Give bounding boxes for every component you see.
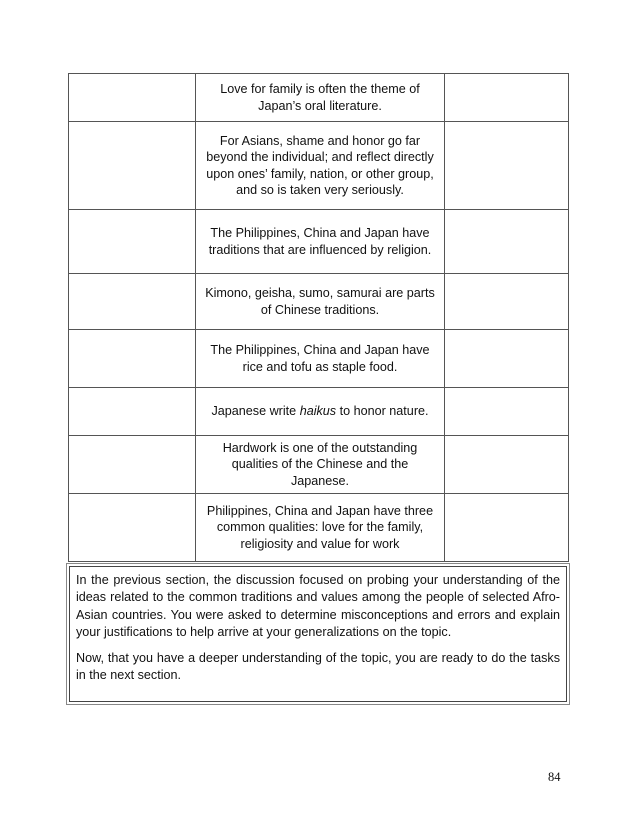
table-row xyxy=(69,74,569,122)
answer-cell-left xyxy=(69,122,196,210)
statement-text: Kimono, geisha, sumo, samurai are parts of Chinese traditions. xyxy=(205,286,435,317)
statement-cell xyxy=(196,388,445,436)
answer-cell-left xyxy=(69,330,196,388)
table-row xyxy=(69,388,569,436)
answer-cell-left xyxy=(69,74,196,122)
answer-cell-left xyxy=(69,436,196,494)
page-number: 84 xyxy=(548,770,561,784)
table-row xyxy=(69,274,569,330)
answer-cell-right xyxy=(445,74,569,122)
answer-cell-left xyxy=(69,210,196,274)
statement-text: to honor nature. xyxy=(336,404,429,419)
answer-cell-left xyxy=(69,388,196,436)
statement-emphasis: haikus xyxy=(299,404,337,419)
answer-cell-right xyxy=(445,274,569,330)
statement-cell xyxy=(196,494,445,562)
summary-paragraph-2: Now, that you have a deeper understanding of the topic, you are ready to do the tasks in the next section. xyxy=(76,651,560,683)
statement-cell xyxy=(196,210,445,274)
table-row xyxy=(69,436,569,494)
statement-cell xyxy=(196,436,445,494)
statements-table-body xyxy=(69,74,569,562)
statement-text: Japanese write xyxy=(211,404,300,419)
answer-cell-right xyxy=(445,436,569,494)
table-row xyxy=(69,122,569,210)
answer-cell-right xyxy=(445,210,569,274)
statement-text: Philippines, China and Japan have three common qualities: love for the family, religiosity and value for work xyxy=(206,503,434,551)
answer-cell-right xyxy=(445,388,569,436)
statement-cell xyxy=(196,122,445,210)
summary-box xyxy=(69,566,567,702)
table-row xyxy=(69,494,569,562)
answer-cell-right xyxy=(445,122,569,210)
statement-text: The Philippines, China and Japan have traditions that are influenced by religion. xyxy=(208,226,432,257)
statement-text: Love for family is often the theme of Japan’s oral literature. xyxy=(220,82,420,113)
statement-text: Hardwork is one of the outstanding qualities of the Chinese and the Japanese. xyxy=(222,440,418,488)
statement-cell xyxy=(196,274,445,330)
answer-cell-right xyxy=(445,330,569,388)
answer-cell-left xyxy=(69,494,196,562)
answer-cell-left xyxy=(69,274,196,330)
answer-cell-right xyxy=(445,494,569,562)
table-row xyxy=(69,330,569,388)
statement-text: For Asians, shame and honor go far beyond the individual; and reflect directly upon ones’ family, nation, or other group, and so is taken very seriously. xyxy=(206,133,434,197)
statement-text: The Philippines, China and Japan have rice and tofu as staple food. xyxy=(210,343,430,374)
statement-cell xyxy=(196,74,445,122)
statement-cell xyxy=(196,330,445,388)
summary-paragraph-1: In the previous section, the discussion focused on probing your understanding of the ideas related to the common traditions and values among the people of selected Afro-Asian countries. You were asked to determine misconceptions and errors and explain your justifications to help arrive at your generalizations on the topic. xyxy=(76,573,560,639)
table-row xyxy=(69,210,569,274)
statements-table xyxy=(68,73,569,562)
